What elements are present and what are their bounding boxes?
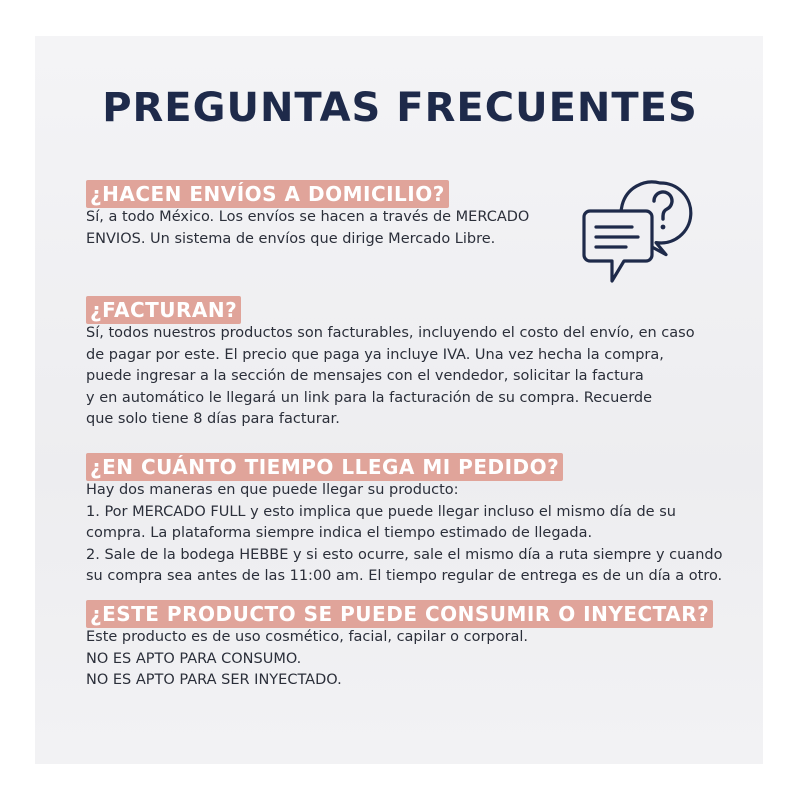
answer-line: Este producto es de uso cosmético, facial, capilar o corporal. [86,629,528,645]
faq-question-facturan: ¿FACTURAN? [86,296,241,324]
answer-line: y en automático le llegará un link para la facturación de su compra. Recuerde [86,389,653,406]
answer-line: puede ingresar a la sección de mensajes con el vendedor, solicitar la factura [86,368,644,384]
faq-answer-consumir [86,627,528,692]
faq-answer-tiempo [86,480,722,588]
answer-line: 2. Sale de la bodega HEBBE y si esto ocurre, sale el mismo día a ruta siempre y cuando [86,546,723,563]
chat-question-icon [578,175,698,290]
answer-line: Sí, todos nuestros productos son facturables, incluyendo el costo del envío, en caso [86,325,695,341]
page-title: PREGUNTAS FRECUENTES [102,85,698,131]
answer-line: NO ES APTO PARA CONSUMO. [86,650,302,667]
faq-question-tiempo: ¿EN CUÁNTO TIEMPO LLEGA MI PEDIDO? [86,453,563,481]
answer-line: que solo tiene 8 días para facturar. [86,411,340,427]
faq-answer-envios [86,207,529,250]
answer-line: ENVIOS. Un sistema de envíos que dirige Mercado Libre. [86,230,496,247]
answer-line: compra. La plataforma siempre indica el tiempo estimado de llegada. [86,525,593,541]
answer-line: su compra sea antes de las 11:00 am. El tiempo regular de entrega es de un día a otro. [86,568,723,584]
answer-line: Sí, a todo México. Los envíos se hacen a través de MERCADO [86,209,530,225]
answer-line: Hay dos maneras en que puede llegar su producto: [86,482,459,498]
faq-answer-facturan [86,323,695,431]
answer-line: de pagar por este. El precio que paga ya incluye IVA. Una vez hecha la compra, [86,346,664,363]
answer-line: 1. Por MERCADO FULL y esto implica que puede llegar incluso el mismo día de su [86,503,676,520]
faq-question-envios: ¿HACEN ENVÍOS A DOMICILIO? [86,180,449,208]
faq-question-consumir: ¿ESTE PRODUCTO SE PUEDE CONSUMIR O INYECTAR? [86,600,713,628]
answer-line: NO ES APTO PARA SER INYECTADO. [86,672,342,688]
